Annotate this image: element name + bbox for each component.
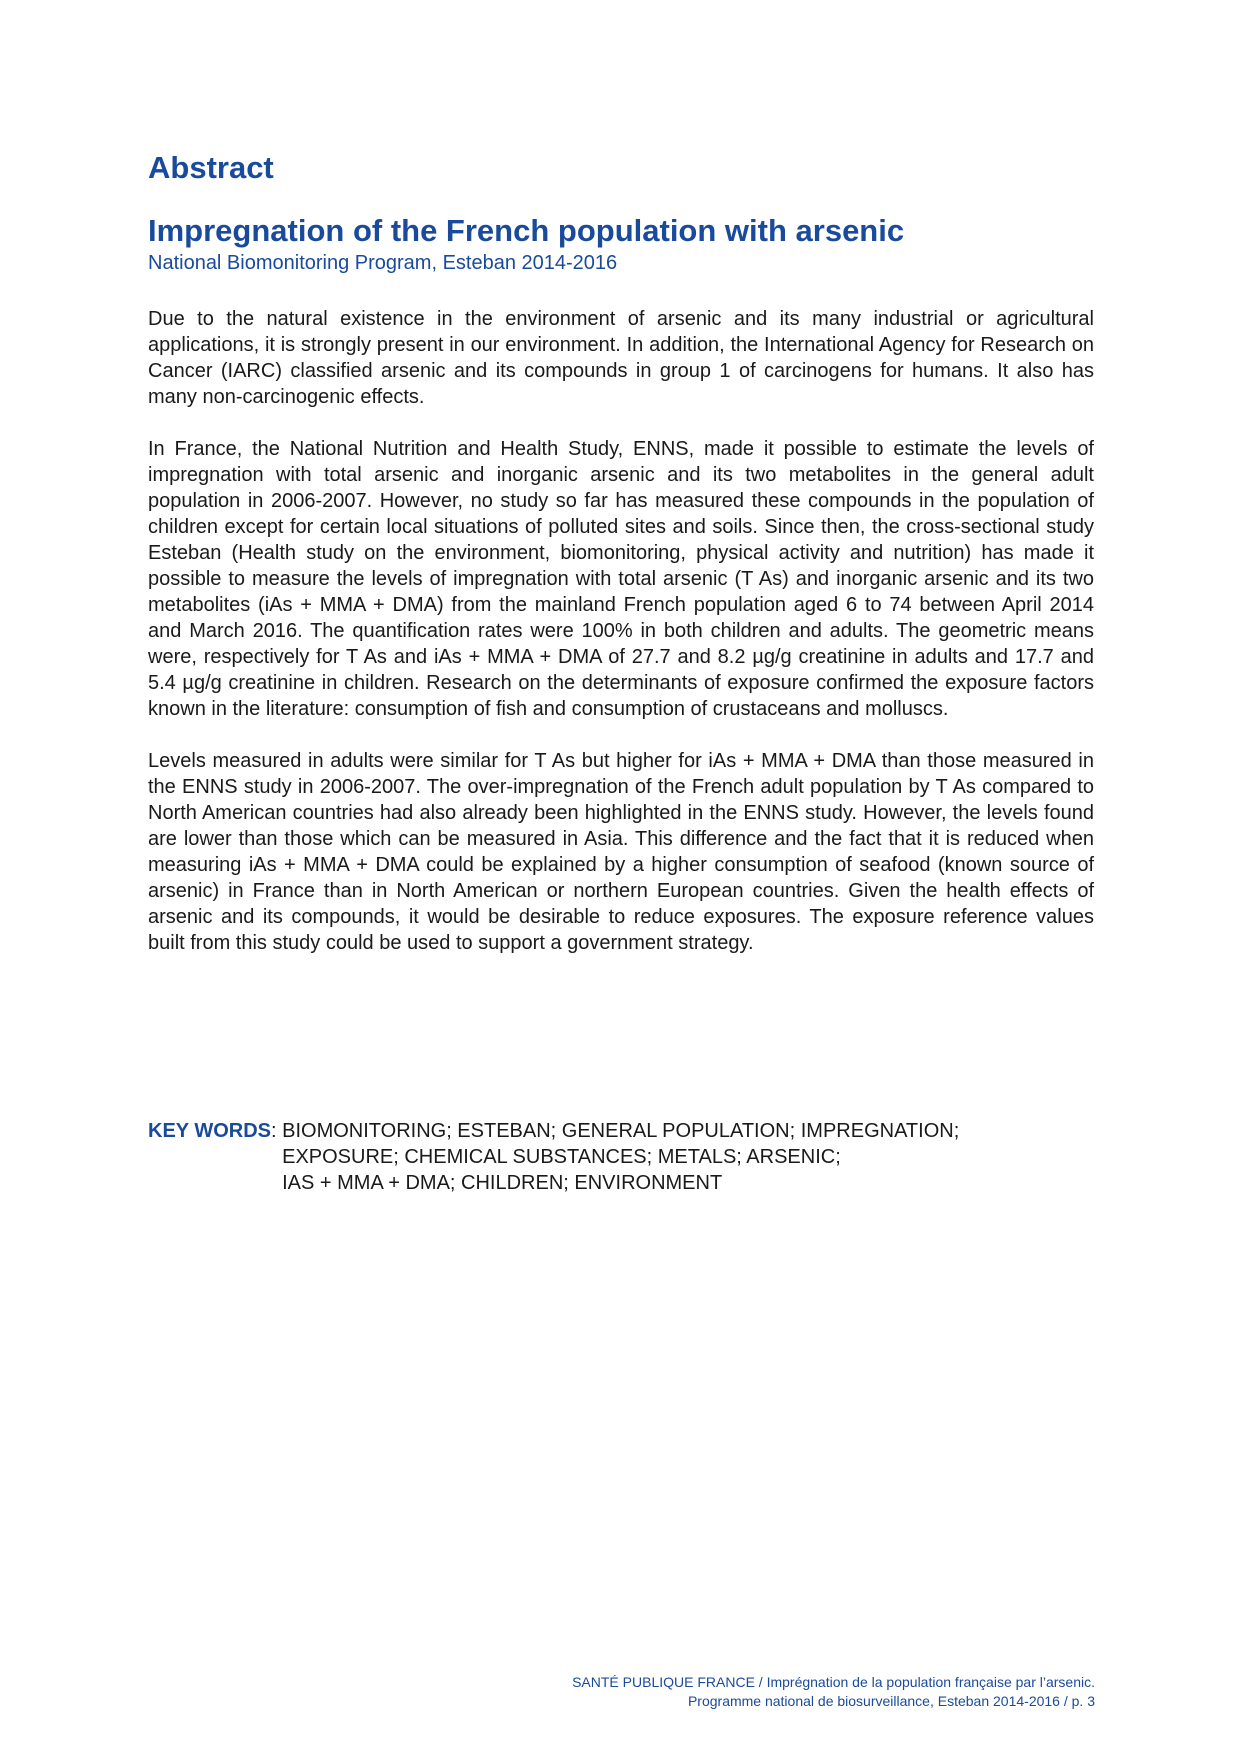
page-footer [572, 1673, 1095, 1711]
abstract-body [148, 306, 1094, 956]
abstract-paragraph: Due to the natural existence in the environment of arsenic and its many industrial or agricultural applications, it is strongly present in our environment. In addition, the International Agency for Research on Cancer (IARC) classified arsenic and its compounds in group 1 of carcinogens for humans. It also has many non-carcinogenic effects. [148, 308, 1094, 408]
keywords-separator: : [270, 1120, 283, 1142]
document-subtitle: National Biomonitoring Program, Esteban 2014-2016 [148, 252, 618, 274]
keywords-line: IAS + MMA + DMA; CHILDREN; ENVIRONMENT [282, 1172, 723, 1194]
page-content [148, 148, 1094, 982]
keywords-line: EXPOSURE; CHEMICAL SUBSTANCES; METALS; ARSENIC; [282, 1146, 841, 1168]
abstract-paragraph: Levels measured in adults were similar for T As but higher for iAs + MMA + DMA than those measured in the ENNS study in 2006-2007. The over-impregnation of the French adult population by T As compared to North American countries had also already been highlighted in the ENNS study. However, the levels found are lower than those which can be measured in Asia. This difference and the fact that it is reduced when measuring iAs + MMA + DMA could be explained by a higher consumption of seafood (known source of arsenic) in France than in North American or northern European countries. Given the health effects of arsenic and its compounds, it would be desirable to reduce exposures. The exposure reference values built from this study could be used to support a government strategy. [148, 750, 1094, 954]
document-title: Impregnation of the French population with arsenic [148, 213, 905, 248]
keywords-list [282, 1118, 959, 1196]
keywords-block [148, 1118, 1094, 1196]
section-heading: Abstract [148, 150, 274, 185]
footer-line: Programme national de biosurveillance, Esteban 2014-2016 / p. 3 [687, 1693, 1095, 1709]
keywords-line: BIOMONITORING; ESTEBAN; GENERAL POPULATION; IMPREGNATION; [282, 1120, 960, 1142]
abstract-paragraph: In France, the National Nutrition and Health Study, ENNS, made it possible to estimate the levels of impregnation with total arsenic and inorganic arsenic and its two metabolites in the general adult population in 2006-2007. However, no study so far has measured these compounds in the population of children except for certain local situations of polluted sites and soils. Since then, the cross-sectional study Esteban (Health study on the environment, biomonitoring, physical activity and nutrition) has made it possible to measure the levels of impregnation with total arsenic (T As) and inorganic arsenic and its two metabolites (iAs + MMA + DMA) from the mainland French population aged 6 to 74 between April 2014 and March 2016. The quantification rates were 100% in both children and adults. The geometric means were, respectively for T As and iAs + MMA + DMA of 27.7 and 8.2 µg/g creatinine in adults and 17.7 and 5.4 µg/g creatinine in children. Research on the determinants of exposure confirmed the exposure factors known in the literature: consumption of fish and consumption of crustaceans and molluscs. [148, 438, 1094, 720]
keywords-label: KEY WORDS [148, 1120, 271, 1142]
footer-line: SANTÉ PUBLIQUE FRANCE / Imprégnation de la population française par l’arsenic. [572, 1674, 1095, 1690]
